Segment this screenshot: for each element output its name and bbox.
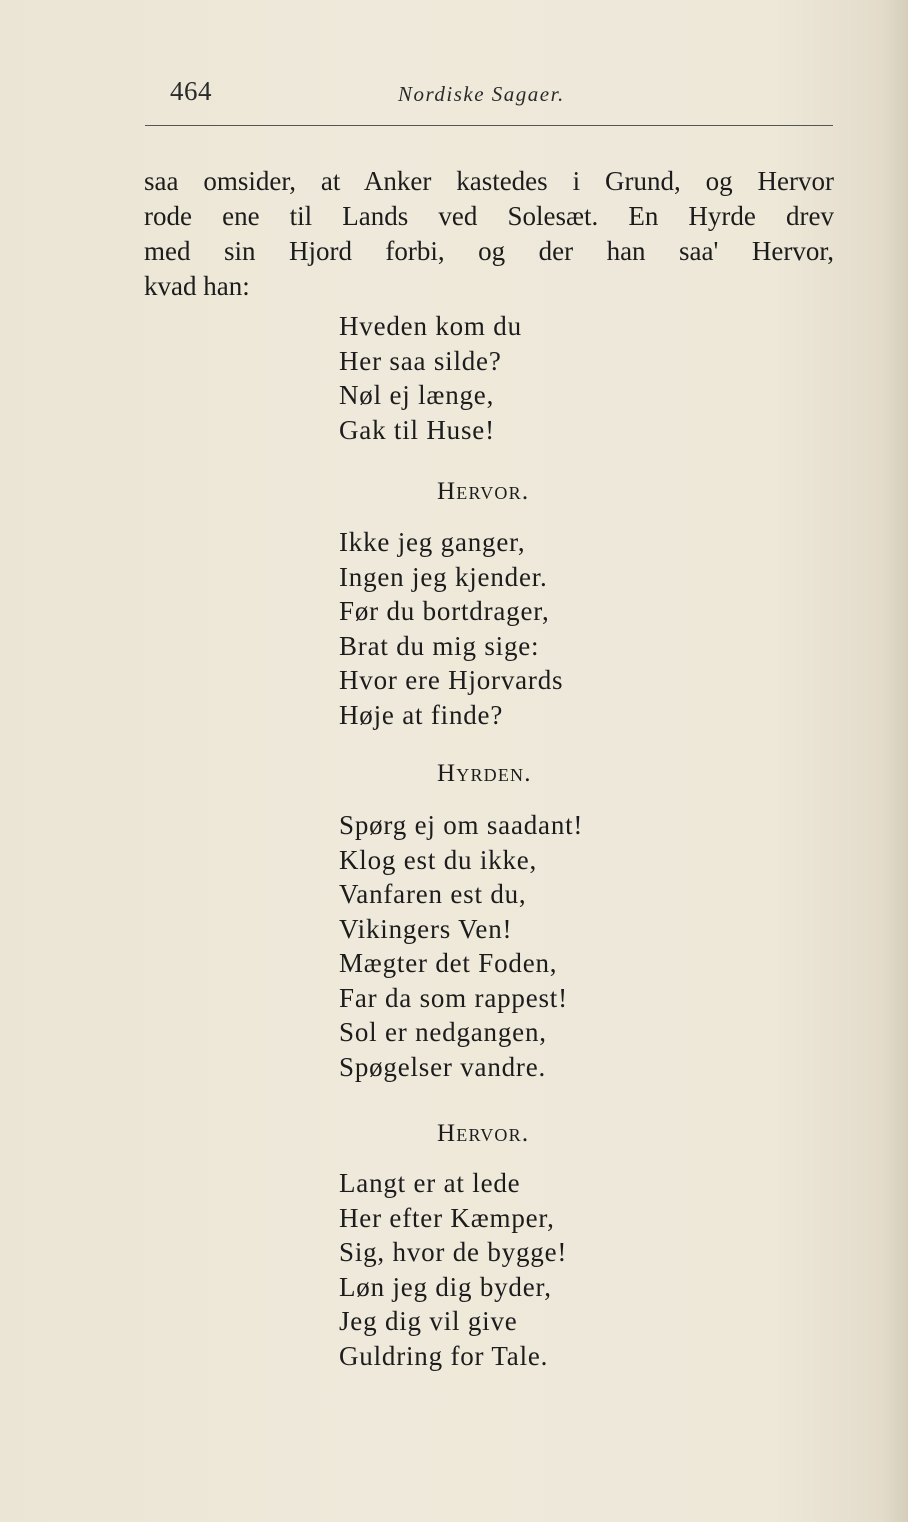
verse-line: Guldring for Tale. [339,1340,549,1371]
verse-line: Ikke jeg ganger, [339,527,526,557]
speaker-heading [437,1120,529,1148]
stanza-shepherd-greeting [339,309,522,447]
verse-line: Mægter det Foden, [339,948,558,978]
speaker-name: Hervor. [437,1120,530,1147]
verse-line: Vanfaren est du, [339,879,527,909]
verse-line: Hveden kom du [339,311,522,341]
verse-line: Løn jeg dig byder, [339,1271,552,1302]
running-title: Nordiske Sagaer. [398,82,565,106]
verse-line: Vikingers Ven! [339,913,513,944]
verse-line: Sig, hvor de bygge! [339,1237,568,1267]
verse-line: Langt er at lede [339,1168,521,1198]
stanza-hyrden [339,808,583,1084]
verse-line: Spørg ej om saadant! [339,810,584,840]
verse-line: Gak til Huse! [339,414,495,445]
verse-line: Ingen jeg kjender. [339,561,548,592]
speaker-name: Hervor. [437,478,530,505]
speaker-name: Hyrden. [437,760,532,787]
prose-line: med sin Hjord forbi, og der han saa' Hervor, [144,236,834,266]
verse-line: Hvor ere Hjorvards [339,665,564,695]
prose-paragraph [144,164,834,304]
verse-line: Brat du mig sige: [339,630,540,661]
prose-line: rode ene til Lands ved Solesæt. En Hyrde drev [144,201,834,231]
speaker-heading [437,478,529,506]
speaker-heading [437,760,532,788]
verse-line: Her efter Kæmper, [339,1202,555,1233]
verse-line: Før du bortdrager, [339,596,550,626]
verse-line: Klog est du ikke, [339,844,538,875]
stanza-hervor-1 [339,525,563,732]
header-rule [145,125,833,126]
verse-line: Sol er nedgangen, [339,1017,547,1047]
verse-line: Jeg dig vil give [339,1306,518,1336]
prose-line: kvad han: [144,271,250,301]
stanza-hervor-2 [339,1166,567,1373]
verse-line: Høje at finde? [339,699,504,730]
verse-line: Nøl ej længe, [339,380,495,410]
verse-line: Far da som rappest! [339,982,568,1013]
verse-line: Her saa silde? [339,345,502,376]
verse-line: Spøgelser vandre. [339,1051,547,1082]
prose-line: saa omsider, at Anker kastedes i Grund, og Hervor [144,166,834,196]
page-number: 464 [170,76,212,106]
